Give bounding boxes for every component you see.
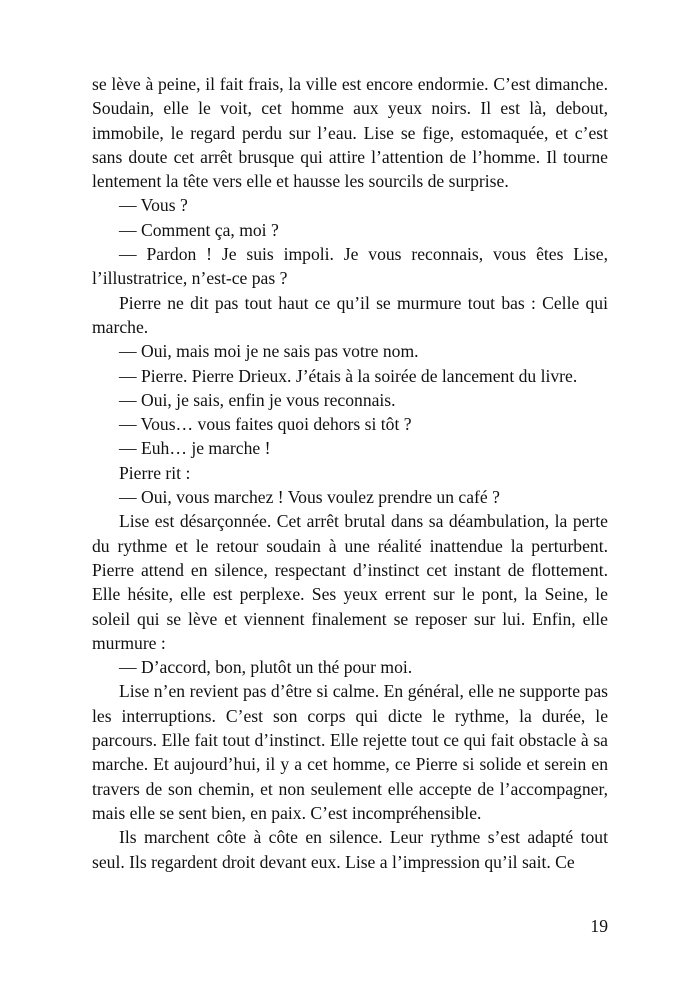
paragraph-13: Lise est désarçonnée. Cet arrêt brutal dans sa déambulation, la perte du rythme et le retour soudain à une réalité inattendue la perturbent. Pierre attend en silence, respectant d’instinct cet instant de flottement. Elle hésite, elle est perplexe. Ses yeux errent sur le pont, la Seine, le soleil qui se lève et viennent finalement se reposer sur lui. Enfin, elle murmure : bbox=[92, 511, 608, 653]
paragraph-15: Lise n’en revient pas d’être si calme. En général, elle ne supporte pas les interruptions. C’est son corps qui dicte le rythme, la durée, le parcours. Elle fait tout d’instinct. Elle rejette tout ce qui fait obstacle à sa marche. Et aujourd’hui, il y a cet homme, ce Pierre si solide et serein en travers de son chemin, et non seulement elle accepte de l’accompagner, mais elle se sent bien, en paix. C’est incompréhensible. bbox=[92, 681, 608, 823]
paragraph-10: — Euh… je marche ! bbox=[119, 438, 271, 459]
paragraph-11: Pierre rit : bbox=[119, 462, 191, 483]
paragraph-14: — D’accord, bon, plutôt un thé pour moi. bbox=[119, 657, 413, 678]
page-number: 19 bbox=[590, 916, 608, 936]
page-body bbox=[92, 72, 608, 874]
paragraph-6: — Oui, mais moi je ne sais pas votre nom. bbox=[119, 341, 419, 362]
paragraph-1: se lève à peine, il fait frais, la ville est encore endormie. C’est dimanche. Soudain, elle le voit, cet homme aux yeux noirs. Il est là, debout, immobile, le regard perdu sur l’eau. Lise se fige, estomaquée, et c’est sans doute cet arrêt brusque qui attire l’attention de l’homme. Il tourne lentement la tête vers elle et hausse les sourcils de surprise. bbox=[92, 74, 608, 192]
paragraph-7: — Pierre. Pierre Drieux. J’étais à la soirée de lancement du livre. bbox=[119, 365, 578, 386]
paragraph-2: — Vous ? bbox=[119, 195, 188, 216]
paragraph-8: — Oui, je sais, enfin je vous reconnais. bbox=[119, 389, 396, 410]
paragraph-5: Pierre ne dit pas tout haut ce qu’il se murmure tout bas : Celle qui marche. bbox=[92, 292, 608, 337]
paragraph-16: Ils marchent côte à côte en silence. Leur rythme s’est adapté tout seul. Ils regardent droit devant eux. Lise a l’impression qu’il sait. Ce bbox=[92, 827, 608, 872]
paragraph-4: — Pardon ! Je suis impoli. Je vous reconnais, vous êtes Lise, l’illustratrice, n’est-ce pas ? bbox=[92, 244, 608, 289]
paragraph-12: — Oui, vous marchez ! Vous voulez prendre un café ? bbox=[119, 487, 500, 508]
paragraph-9: — Vous… vous faites quoi dehors si tôt ? bbox=[119, 414, 412, 435]
paragraph-3: — Comment ça, moi ? bbox=[119, 219, 279, 240]
